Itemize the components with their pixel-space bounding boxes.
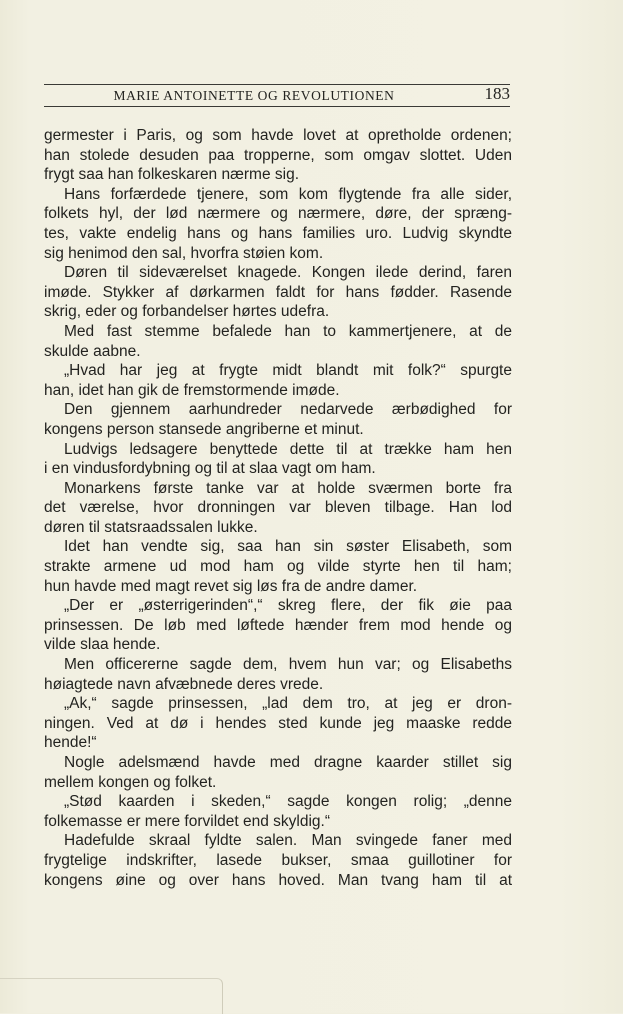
text-line: i en vindusfordybning og til at slaa vagt om ham. [44, 460, 376, 478]
text-line: „Der er „østerrigerinden“,“ skreg flere, der fik øie paa [64, 597, 512, 615]
text-line: høiagtede navn afvæbnede deres vrede. [44, 675, 324, 693]
text-line: folkets hyl, der lød nærmere og nærmere, døre, der spræng- [44, 205, 512, 223]
text-line: sig henimod den sal, hvorfra støien kom. [44, 244, 324, 262]
text-line: Hans forfærdede tjenere, som kom flygtende fra alle sider, [64, 185, 512, 203]
text-line: hun havde med magt revet sig løs fra de andre damer. [44, 577, 418, 595]
text-line: ningen. Ved at dø i hendes sted kunde jeg maaske redde [44, 714, 512, 732]
text-line: Monarkens første tanke var at holde sværmen borte fra [64, 479, 512, 497]
text-line: det værelse, hvor dronningen var bleven tilbage. Han lod [44, 499, 512, 517]
text-line: Men officererne sagde dem, hvem hun var; og Elisabeths [64, 656, 512, 674]
text-line: vilde slaa hende. [44, 636, 161, 654]
text-line: germester i Paris, og som havde lovet at opretholde ordenen; [44, 127, 512, 144]
text-line: strakte armene ud mod ham og vilde styrte hen til ham; [44, 558, 512, 576]
text-line: frygtelige indskrifter, lasede bukser, smaa guillotiner for [44, 851, 512, 869]
text-line: mellem kongen og folket. [44, 773, 217, 791]
text-line: Hadefulde skraal fyldte salen. Man svingede faner med [64, 832, 512, 850]
text-line: kongens person stansede angriberne et minut. [44, 420, 364, 438]
text-line: frygt saa han folkeskaren nærme sig. [44, 166, 300, 184]
text-line: Ludvigs ledsagere benyttede dette til at trække ham hen [64, 440, 512, 458]
text-line: imøde. Stykker af dørkarmen faldt for hans fødder. Rasende [44, 283, 512, 301]
text-line: „Stød kaarden i skeden,“ sagde kongen rolig; „denne [64, 793, 512, 811]
text-line: „Hvad har jeg at frygte midt blandt mit folk?“ spurgte [64, 362, 512, 380]
text-line: døren til statsraadssalen lukke. [44, 518, 258, 536]
text-line: Døren til sideværelset knagede. Kongen ilede derind, faren [64, 264, 512, 282]
text-line: Med fast stemme befalede han to kammertjenere, at de [64, 322, 512, 340]
text-line: tes, vakte endelig hans og hans families uro. Ludvig skyndte [44, 224, 512, 242]
text-line: „Ak,“ sagde prinsessen, „lad dem tro, at jeg er dron- [64, 695, 512, 713]
text-line: hende!“ [44, 734, 97, 752]
text-line: prinsessen. De løb med løftede hænder frem mod hende og [44, 616, 512, 634]
text-line: kongens øine og over hans hoved. Man tvang ham til at [44, 871, 512, 889]
text-line: han, idet han gik de fremstormende imøde. [44, 381, 340, 399]
header-rule-top [44, 84, 510, 85]
text-line: han stolede desuden paa tropperne, som omgav slottet. Uden [44, 146, 512, 164]
body-text [44, 126, 512, 890]
text-line: Idet han vendte sig, saa han sin søster Elisabeth, som [64, 538, 512, 556]
text-line: skrig, eder og forbandelser hørtes udefra. [44, 303, 330, 321]
page-number: 183 [484, 84, 510, 103]
running-title: MARIE ANTOINETTE OG REVOLUTIONEN [113, 88, 395, 103]
text-line: Den gjennem aarhundreder nedarvede ærbødighed for [64, 401, 512, 419]
text-line: Nogle adelsmænd havde med dragne kaarder stillet sig [64, 754, 512, 771]
header-rule-bottom [44, 106, 510, 107]
text-line: folkemasse er mere forvildet end skyldig.“ [44, 812, 331, 830]
page-edge-mark [0, 978, 223, 1014]
text-line: skulde aabne. [44, 342, 141, 360]
